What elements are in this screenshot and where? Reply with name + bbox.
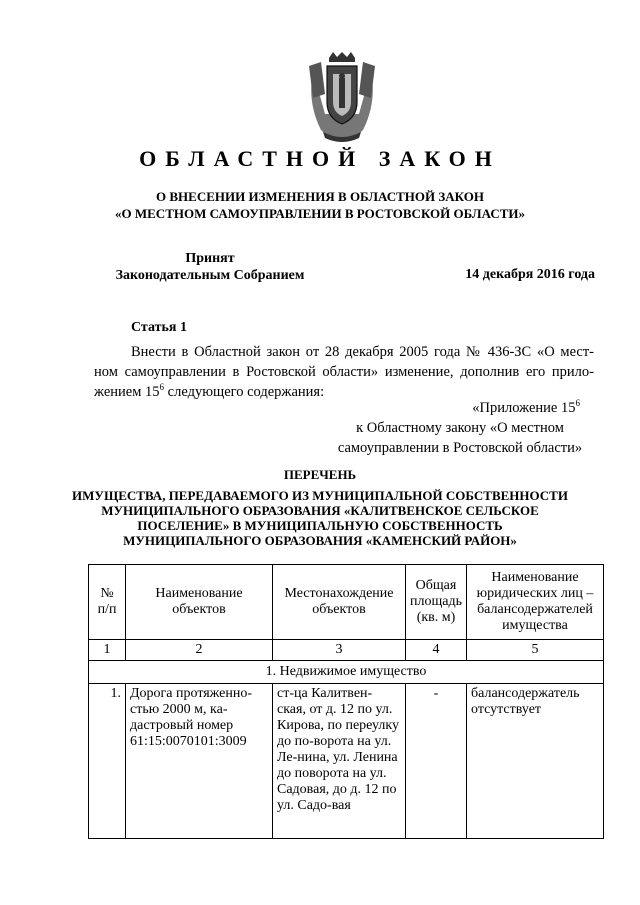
article-text-line: ном самоуправлении в Ростовской области» изменение, дополнив его прило- (94, 364, 594, 380)
property-table (88, 564, 604, 839)
table-row (89, 684, 604, 839)
table-header-cell: Местонахождение объектов (273, 565, 406, 640)
adoption-label-line: Законодательным Собранием (115, 268, 305, 283)
superscript: 6 (575, 398, 580, 409)
law-title: ОБЛАСТНОЙ ЗАКОН (139, 146, 501, 171)
superscript: 6 (159, 382, 165, 393)
table-column-number: 3 (273, 640, 406, 661)
table-cell-name: Дорога протяженно-стью 2000 м, ка-дастровый номер 61:15:0070101:3009 (126, 684, 273, 839)
appendix-heading-text: «Приложение 15 (472, 400, 576, 416)
table-header-cell: № п/п (89, 565, 126, 640)
table-section-row (89, 661, 604, 684)
adoption-label (95, 250, 325, 284)
coat-of-arms-icon (303, 52, 381, 144)
law-subject-line: О ВНЕСЕНИИ ИЗМЕНЕНИЯ В ОБЛАСТНОЙ ЗАКОН (156, 189, 484, 204)
law-subject (60, 188, 580, 222)
appendix-reference (325, 398, 595, 458)
list-subtitle-line: МУНИЦИПАЛЬНОГО ОБРАЗОВАНИЯ «КАМЕНСКИЙ РАЙОН» (123, 533, 517, 548)
adoption-label-line: Принят (185, 251, 235, 266)
article-text-line: Внести в Областной закон от 28 декабря 2005 года № 436-ЗС «О мест- (131, 344, 594, 360)
table-header-cell: Общая площадь (кв. м) (406, 565, 467, 640)
list-subtitle-line: ИМУЩЕСТВА, ПЕРЕДАВАЕМОГО ИЗ МУНИЦИПАЛЬНОЙ СОБСТВЕННОСТИ (72, 488, 568, 503)
table-cell-location: ст-ца Калитвен-ская, от д. 12 по ул. Кирова, по переулку до по-ворота на ул. Ле-нина, ул. Ленина до поворота на ул. Садовая, до д. 12 по ул. Садо-вая (273, 684, 406, 839)
table-column-number: 1 (89, 640, 126, 661)
article-heading: Статья 1 (131, 320, 187, 335)
table-header-cell: Наименование юридических лиц – балансодержателей имущества (467, 565, 604, 640)
article-text-fragment: следующего содержания: (164, 384, 325, 400)
table-column-number: 5 (467, 640, 604, 661)
adoption-date: 14 декабря 2016 года (465, 267, 595, 282)
appendix-line: самоуправлении в Ростовской области» (337, 440, 583, 456)
table-cell-holder: балансодержатель отсутствует (467, 684, 604, 839)
article-text-fragment: жением 15 (94, 384, 160, 400)
law-subject-line: «О МЕСТНОМ САМОУПРАВЛЕНИИ В РОСТОВСКОЙ ОБЛАСТИ» (115, 206, 525, 221)
table-header-row (89, 565, 604, 640)
table-cell-area: - (406, 684, 467, 839)
appendix-heading (325, 398, 595, 418)
list-subtitle-line: МУНИЦИПАЛЬНОГО ОБРАЗОВАНИЯ «КАЛИТВЕНСКОЕ СЕЛЬСКОЕ (101, 503, 539, 518)
list-subtitle-line: ПОСЕЛЕНИЕ» В МУНИЦИПАЛЬНУЮ СОБСТВЕННОСТЬ (137, 518, 503, 533)
table-column-number-row (89, 640, 604, 661)
table-section-title: 1. Недвижимое имущество (89, 661, 604, 684)
table-column-number: 2 (126, 640, 273, 661)
list-subtitle (60, 488, 580, 548)
table-header-cell: Наименование объектов (126, 565, 273, 640)
list-title: ПЕРЕЧЕНЬ (283, 467, 357, 482)
appendix-line: к Областному закону «О местном (356, 420, 564, 436)
table-cell-number: 1. (89, 684, 126, 839)
table-column-number: 4 (406, 640, 467, 661)
article-text (94, 342, 594, 402)
